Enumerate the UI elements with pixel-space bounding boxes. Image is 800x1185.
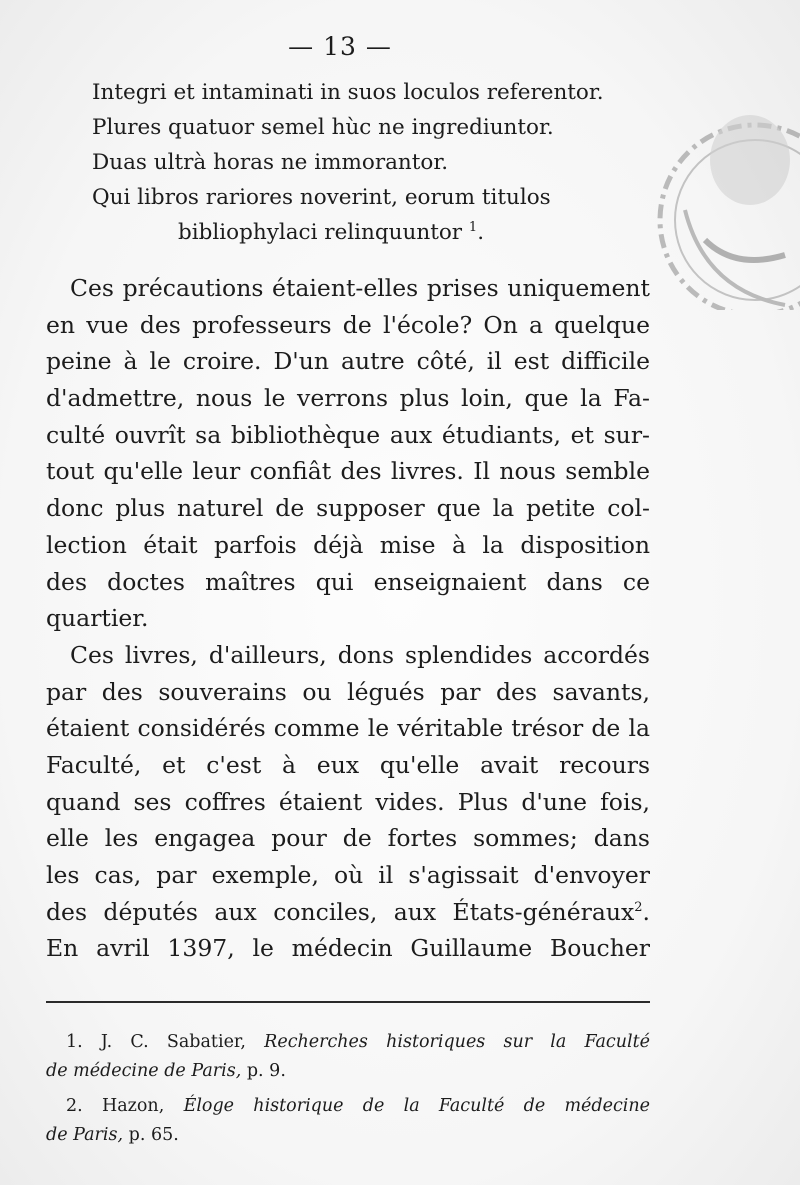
text-line: en vue des professeurs de l'école? On a quelque — [46, 310, 650, 339]
text-line: d'admettre, nous le verrons plus loin, que la Fa- — [46, 384, 650, 413]
main-text — [46, 270, 650, 967]
footnote — [46, 1028, 650, 1086]
footnote-title: Éloge historique de la Faculté de médecine — [183, 1096, 650, 1116]
text-line: quartier. — [46, 604, 149, 633]
footnote-title: de Paris, — [46, 1125, 124, 1145]
epigraph-line: Integri et intaminati in suos loculos referentor. — [92, 80, 604, 105]
text-line: peine à le croire. D'un autre côté, il est difficile — [46, 347, 650, 376]
footnote-page: p. 9. — [246, 1061, 286, 1081]
text-line: Ces livres, d'ailleurs, dons splendides accordés — [70, 640, 650, 669]
text-line: étaient considérés comme le véritable trésor de la — [46, 714, 650, 743]
epigraph-line: Plures quatuor semel hùc ne ingrediuntor. — [92, 115, 554, 140]
footnote-number: 2. — [66, 1096, 83, 1116]
footnote-title: de médecine de Paris, — [46, 1061, 242, 1081]
text-line: elle les engagea pour de fortes sommes; dans — [46, 824, 650, 853]
footnotes — [46, 1028, 650, 1156]
text-line-suffix: . — [642, 897, 650, 926]
epigraph-line-text: bibliophylaci relinquuntor — [178, 220, 463, 245]
footnote-author: J. C. Sabatier, — [100, 1032, 246, 1052]
library-stamp-icon — [645, 50, 800, 310]
text-line: des doctes maîtres qui enseignaient dans ce — [46, 567, 650, 596]
text-line-content: des députés aux conciles, aux États-généraux — [46, 897, 635, 926]
footnote — [46, 1092, 650, 1150]
text-line: les cas, par exemple, où il s'agissait d'envoyer — [46, 861, 650, 889]
text-line: En avril 1397, le médecin Guillaume Boucher — [46, 934, 650, 963]
text-line: Faculté, et c'est à eux qu'elle avait recours — [46, 750, 650, 779]
footnote-page: p. 65. — [128, 1125, 179, 1145]
footnote-author: Hazon, — [101, 1096, 165, 1116]
epigraph-line: Qui libros rariores noverint, eorum titulos — [92, 185, 551, 210]
footnote-first-line — [46, 1092, 650, 1121]
latin-epigraph — [92, 75, 652, 250]
epigraph-line: bibliophylaci relinquuntor $^1$. — [178, 219, 485, 245]
footnote-first-line — [46, 1028, 650, 1057]
footnote-second-line — [46, 1121, 650, 1150]
footnote-number: 1. — [66, 1032, 83, 1052]
epigraph-line: Duas ultrà horas ne immorantor. — [92, 150, 449, 175]
text-line: Ces précautions étaient-elles prises uniquement — [70, 274, 650, 302]
text-line: lection était parfois déjà mise à la disposition — [46, 530, 650, 559]
footnote-second-line — [46, 1057, 650, 1086]
footnote-title: Recherches historiques sur la Faculté — [264, 1032, 650, 1052]
text-line — [46, 894, 650, 931]
text-line: donc plus naturel de supposer que la petite col- — [46, 494, 650, 523]
footnote-reference: 2 — [634, 899, 643, 915]
footnote-reference: 1 — [468, 219, 478, 235]
text-line: par des souverains ou légués par des savants, — [46, 677, 650, 706]
text-line: culté ouvrît sa bibliothèque aux étudiants, et sur- — [46, 420, 650, 449]
text-line: quand ses coffres étaient vides. Plus d'une fois, — [46, 787, 650, 816]
footnote-divider — [46, 1001, 650, 1003]
page-number: — 13 — — [288, 32, 392, 61]
text-line: tout qu'elle leur confiât des livres. Il nous semble — [46, 457, 650, 486]
